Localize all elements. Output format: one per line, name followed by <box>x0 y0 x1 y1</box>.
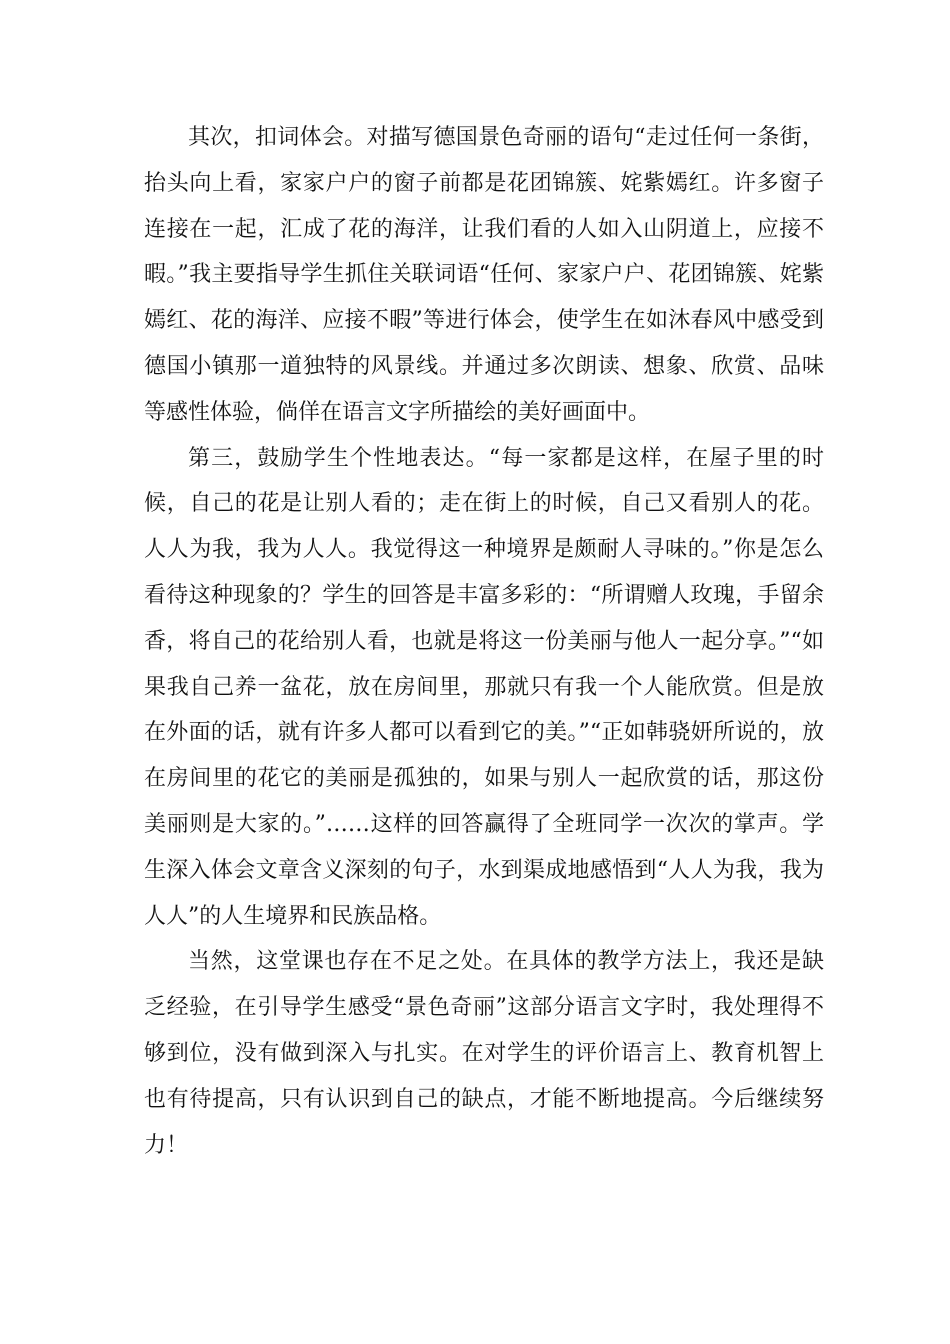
paragraph-1: 其次，扣词体会。对描写德国景色奇丽的语句“走过任何一条街，抬头向上看，家家户户的窗子前都是花团锦簇、姹紫嫣红。许多窗子连接在一起，汇成了花的海洋，让我们看的人如入山阴道上，应接不暇。”我主要指导学生抓住关联词语“任何、家家户户、花团锦簇、姹紫嫣红、花的海洋、应接不暇”等进行体会，使学生在如沐春风中感受到德国小镇那一道独特的风景线。并通过多次朗读、想象、欣赏、品味等感性体验，倘佯在语言文字所描绘的美好画面中。 <box>144 125 824 425</box>
paragraph-2: 第三，鼓励学生个性地表达。“每一家都是这样，在屋子里的时候，自己的花是让别人看的；走在街上的时候，自己又看别人的花。人人为我，我为人人。我觉得这一种境界是颇耐人寻味的。”你是怎么看待这种现象的？学生的回答是丰富多彩的：“所谓赠人玫瑰，手留余香，将自己的花给别人看，也就是将这一份美丽与他人一起分享。”“如果我自己养一盆花，放在房间里，那就只有我一个人能欣赏。但是放在外面的话，就有许多人都可以看到它的美。”“正如韩骁妍所说的，放在房间里的花它的美丽是孤独的，如果与别人一起欣赏的话，那这份美丽则是大家的。”……这样的回答赢得了全班同学一次次的掌声。学生深入体会文章含义深刻的句子，水到渠成地感悟到“人人为我，我为人人”的人生境界和民族品格。 <box>144 445 824 929</box>
paragraph-3: 当然，这堂课也存在不足之处。在具体的教学方法上，我还是缺乏经验，在引导学生感受“景色奇丽”这部分语言文字时，我处理得不够到位，没有做到深入与扎实。在对学生的评价语言上、教育机智上也有待提高，只有认识到自己的缺点，才能不断地提高。今后继续努力！ <box>144 949 824 1158</box>
document-body <box>144 115 824 1168</box>
